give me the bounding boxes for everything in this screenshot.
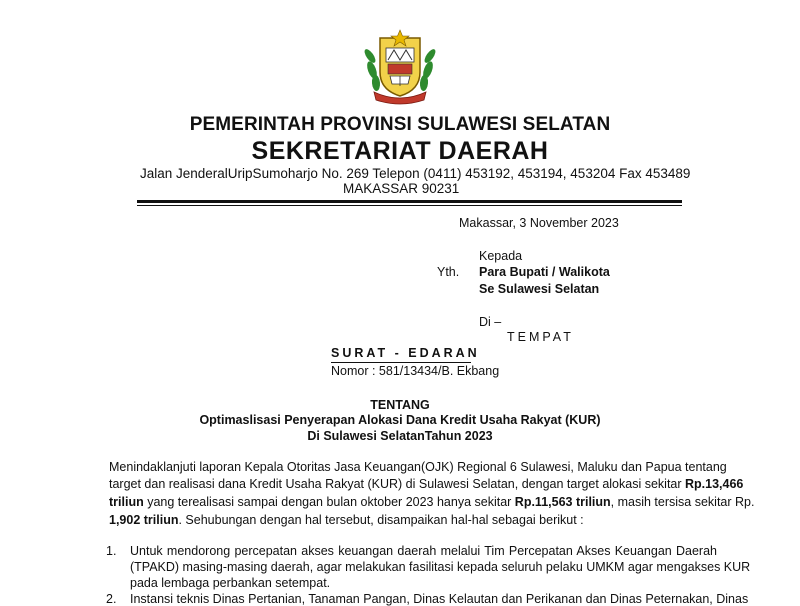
body-paragraph-line-3 bbox=[109, 494, 755, 510]
city-postal-code: MAKASSAR 90231 bbox=[343, 181, 460, 196]
di-label: Di – bbox=[479, 315, 502, 329]
tentang-heading: TENTANG bbox=[370, 398, 430, 412]
letter-number: Nomor : 581/13434/B. Ekbang bbox=[331, 364, 500, 378]
title-underline bbox=[331, 362, 471, 363]
body-emphasis: 1,902 triliun bbox=[109, 513, 179, 527]
body-text: . Sehubungan dengan hal tersebut, disampaikan hal-hal sebagai berikut : bbox=[178, 513, 584, 527]
list-item-line: Untuk mendorong percepatan akses keuangan daerah melalui Tim Percepatan Akses Keuangan Daerah bbox=[130, 544, 717, 558]
letter-date: Makassar, 3 November 2023 bbox=[459, 216, 619, 230]
provincial-emblem-logo bbox=[362, 26, 438, 106]
subject-line-2: Di Sulawesi SelatanTahun 2023 bbox=[307, 429, 493, 443]
recipient-line-2: Se Sulawesi Selatan bbox=[479, 282, 600, 296]
kepada-label: Kepada bbox=[479, 249, 523, 263]
recipient-line-1: Para Bupati / Walikota bbox=[479, 265, 610, 279]
address-line: Jalan JenderalUripSumoharjo No. 269 Telepon (0411) 453192, 453194, 453204 Fax 453489 bbox=[140, 166, 691, 181]
body-emphasis: Rp.11,563 triliun bbox=[514, 495, 611, 509]
body-paragraph-line-2 bbox=[109, 476, 744, 492]
body-text: yang terealisasi sampai dengan bulan oktober 2023 hanya sekitar bbox=[143, 495, 515, 509]
office-name: SEKRETARIAT DAERAH bbox=[251, 137, 549, 165]
body-text: target dan realisasi dana Kredit Usaha Rakyat (KUR) di Sulawesi Selatan, dengan target alokasi sekitar bbox=[109, 477, 686, 491]
list-item-number: 1. bbox=[106, 544, 117, 558]
list-item-line: pada lembaga perbankan setempat. bbox=[130, 576, 331, 590]
letterhead-divider-thick bbox=[137, 200, 682, 203]
body-emphasis: triliun bbox=[109, 495, 144, 509]
document-type-title: SURAT - EDARAN bbox=[331, 346, 480, 360]
body-paragraph-line-1: Menindaklanjuti laporan Kepala Otoritas Jasa Keuangan(OJK) Regional 6 Sulawesi, Maluku dan Papua tentang bbox=[109, 460, 727, 474]
letterhead-divider-thin bbox=[137, 205, 682, 206]
list-item-line: (TPAKD) masing-masing daerah, agar melakukan fasilitasi kepada seluruh pelaku UMKM agar mengakses KUR bbox=[130, 560, 751, 574]
yth-label: Yth. bbox=[437, 265, 460, 279]
list-item-line: Instansi teknis Dinas Pertanian, Tanaman Pangan, Dinas Kelautan dan Perikanan dan Dinas Peternakan, Dinas bbox=[130, 592, 749, 606]
tempat-label: TEMPAT bbox=[507, 330, 574, 344]
body-text: , masih tersisa sekitar Rp. bbox=[610, 495, 755, 509]
government-name: PEMERINTAH PROVINSI SULAWESI SELATAN bbox=[189, 114, 611, 135]
body-emphasis: Rp.13,466 bbox=[685, 477, 744, 491]
subject-line-1: Optimaslisasi Penyerapan Alokasi Dana Kredit Usaha Rakyat (KUR) bbox=[199, 413, 601, 427]
body-paragraph-line-4 bbox=[109, 512, 717, 528]
list-item-number: 2. bbox=[106, 592, 117, 606]
